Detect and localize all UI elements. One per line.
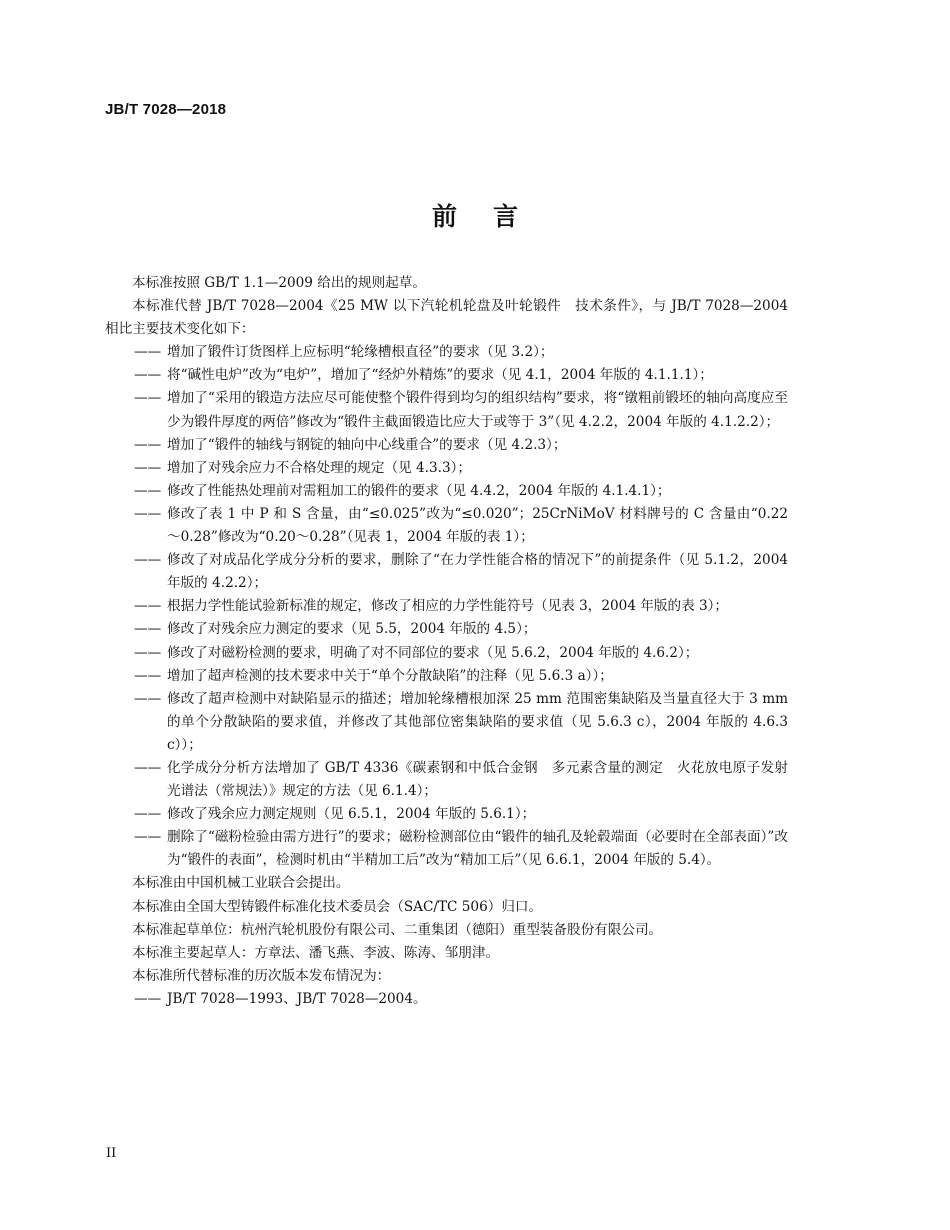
paragraph-replacement: 本标准代替 JB/T 7028—2004《25 MW 以下汽轮机轮盘及叶轮锻件 技术条件》，与 JB/T 7028—2004 相比主要技术变化如下： [105, 298, 788, 338]
dash-marker: —— [134, 644, 162, 661]
dash-marker: —— [134, 621, 162, 638]
list-item [105, 757, 788, 803]
list-item [105, 642, 788, 665]
list-item [105, 480, 788, 503]
list-item [105, 364, 788, 387]
page-number: II [106, 1146, 117, 1161]
history-item-text: JB/T 7028—1993、JB/T 7028—2004。 [167, 990, 427, 1007]
list-item [105, 503, 788, 549]
list-item-text: 增加了“采用的锻造方法应尽可能使整个锻件得到均匀的组织结构”要求，将“镦粗前锻坯的轴向高度应至少为锻件厚度的两倍”修改为“锻件主截面锻造比应大于或等于 3”（见 4.2.2，2004 年版的 4.1.2.2）； [167, 390, 788, 430]
dash-marker: —— [134, 598, 162, 615]
dash-marker: —— [134, 436, 162, 453]
dash-marker: —— [134, 344, 162, 361]
dash-marker: —— [134, 367, 162, 384]
list-item-text: 修改了对磁粉检测的要求，明确了对不同部位的要求（见 5.6.2，2004 年版的 4.6.2）； [167, 644, 699, 661]
document-code-header: JB/T 7028—2018 [105, 101, 227, 118]
list-item [105, 618, 788, 641]
list-item-text: 修改了超声检测中对缺陷显示的描述；增加轮缘槽根加深 25 mm 范围密集缺陷及当量直径大于 3 mm 的单个分散缺陷的要求值，并修改了其他部位密集缺陷的要求值（见 5.6.3 c），2004 年版的 4.6.3 c））； [167, 690, 788, 753]
list-item [105, 826, 788, 872]
list-item-text: 修改了性能热处理前对需粗加工的锻件的要求（见 4.4.2，2004 年版的 4.1.4.1）； [167, 482, 671, 499]
paragraph-drafters: 本标准主要起草人：方章法、潘飞燕、李波、陈涛、邹朋津。 [132, 944, 500, 961]
foreword-body [105, 272, 788, 1011]
dash-marker: —— [134, 806, 162, 823]
list-item-text: 增加了超声检测的技术要求中关于“单个分散缺陷”的注释（见 5.6.3 a））； [167, 667, 613, 684]
paragraph-drafting-units: 本标准起草单位：杭州汽轮机股份有限公司、二重集团（德阳）重型装备股份有限公司。 [132, 921, 663, 938]
list-item-text: 修改了表 1 中 P 和 S 含量，由“≤0.025”改为“≤0.020”；25CrNiMoV 材料牌号的 C 含量由“0.22～0.28”修改为“0.20～0.28”（见表 1，2004 年版的表 1）； [167, 505, 788, 546]
changes-list [105, 341, 788, 872]
list-item-text: 修改了残余应力测定规则（见 6.5.1，2004 年版的 5.6.1）； [167, 806, 536, 823]
dash-marker: —— [134, 759, 162, 776]
list-item-text: 删除了“磁粉检验由需方进行”的要求；磁粉检测部位由“锻件的轴孔及轮毂端面（必要时在全部表面）”改为“锻件的表面”，检测时机由“半精加工后”改为“精加工后”（见 6.6.1，2004 年版的 5.4）。 [167, 829, 788, 869]
dash-marker: —— [134, 390, 162, 407]
page-title: 前言 [431, 202, 554, 231]
dash-marker: —— [134, 667, 162, 684]
list-item [105, 803, 788, 826]
list-item-text: 根据力学性能试验新标准的规定，修改了相应的力学性能符号（见表 3，2004 年版的表 3）； [167, 598, 729, 615]
dash-marker: —— [134, 552, 162, 569]
list-item [105, 688, 788, 757]
paragraph-drafting-rules: 本标准按照 GB/T 1.1—2009 给出的规则起草。 [132, 275, 426, 291]
list-item-text: 增加了对残余应力不合格处理的规定（见 4.3.3）； [167, 459, 471, 476]
list-item [105, 434, 788, 457]
paragraph-committee: 本标准由全国大型铸锻件标准化技术委员会（SAC/TC 506）归口。 [132, 898, 543, 915]
dash-marker: —— [134, 990, 162, 1007]
paragraph-history: 本标准所代替标准的历次版本发布情况为： [132, 967, 391, 984]
list-item [105, 665, 788, 688]
list-item-text: 化学成分分析方法增加了 GB/T 4336《碳素钢和中低合金钢 多元素含量的测定 火花放电原子发射光谱法（常规法）》规定的方法（见 6.1.4）； [167, 759, 788, 800]
dash-marker: —— [134, 505, 162, 522]
dash-marker: —— [134, 459, 162, 476]
list-item-text: 增加了锻件订货图样上应标明“轮缘槽根直径”的要求（见 3.2）； [167, 344, 554, 361]
dash-marker: —— [134, 829, 162, 846]
list-item [105, 387, 788, 433]
dash-marker: —— [134, 690, 162, 707]
history-list-item [105, 988, 788, 1011]
list-item [105, 341, 788, 364]
dash-marker: —— [134, 482, 162, 499]
list-item [105, 457, 788, 480]
list-item-text: 修改了对残余应力测定的要求（见 5.5，2004 年版的 4.5）； [167, 621, 537, 638]
list-item-text: 增加了“锻件的轴线与钢锭的轴向中心线重合”的要求（见 4.2.3）； [167, 436, 567, 453]
paragraph-proposer: 本标准由中国机械工业联合会提出。 [132, 875, 350, 892]
list-item [105, 549, 788, 595]
list-item-text: 修改了对成品化学成分分析的要求，删除了“在力学性能合格的情况下”的前提条件（见 5.1.2，2004 年版的 4.2.2）； [167, 552, 788, 592]
list-item-text: 将“碱性电炉”改为“电炉”，增加了“经炉外精炼”的要求（见 4.1，2004 年版的 4.1.1.1）； [167, 367, 713, 384]
list-item [105, 595, 788, 618]
